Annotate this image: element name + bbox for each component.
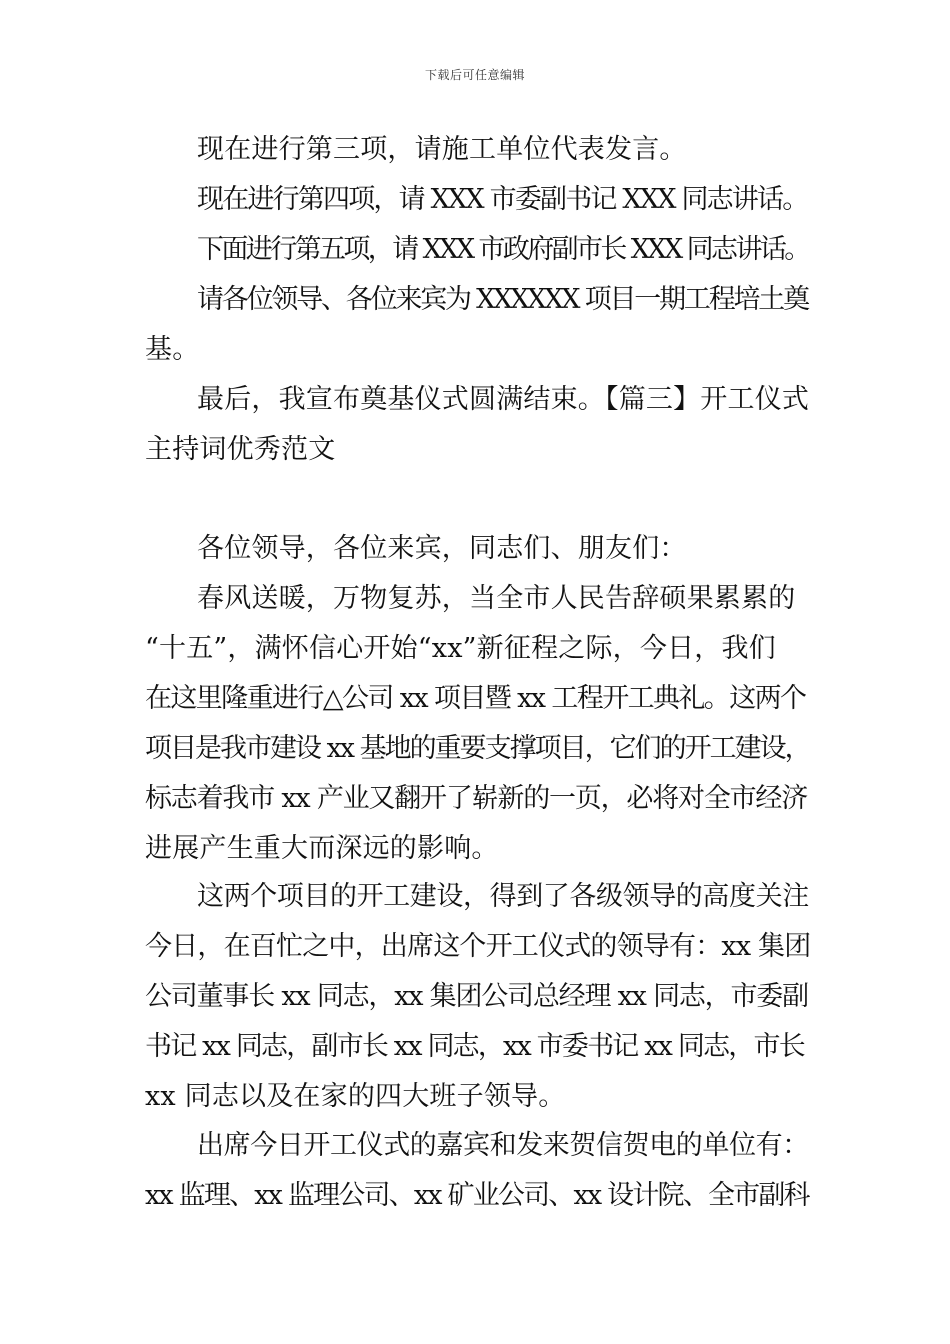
text-line: 最后，我宣布奠基仪式圆满结束。【篇三】开工仪式 [197,384,810,415]
text-line: 出席今日开工仪式的嘉宾和发来贺信贺电的单位有： [197,1130,809,1161]
page-header: 下载后可任意编辑 [424,68,525,82]
text-line: 请各位领导、各位来宾为 XXXXXX 项目一期工程培土奠 [197,284,808,315]
text-line: 主持词优秀范文 [145,434,336,465]
text-line: 现在进行第四项，请 XXX 市委副书记 XXX 同志讲话。 [197,184,808,215]
text-line: 基。 [145,334,200,365]
text-line: xx 同志以及在家的四大班子领导。 [145,1081,566,1112]
text-line: 春风送暖，万物复苏，当全市人民告辞硕果累累的 [197,583,796,614]
text-line: 书记 xx 同志，副市长 xx 同志，xx 市委书记 xx 同志，市长 [145,1031,804,1062]
text-line: 下面进行第五项，请 XXX 市政府副市长 XXX 同志讲话。 [197,234,809,265]
text-line: 各位领导，各位来宾，同志们、朋友们： [197,533,687,564]
text-line: 标志着我市 xx 产业又翻开了崭新的一页，必将对全市经济 [145,783,808,814]
text-line: 今日，在百忙之中，出席这个开工仪式的领导有：xx 集团 [145,931,811,962]
text-line: xx 监理、xx 监理公司、xx 矿业公司、xx 设计院、全市副科 [145,1180,809,1211]
text-line: 在这里隆重进行△公司 xx 项目暨 xx 工程开工典礼。这两个 [145,683,806,714]
text-line: “十五”，满怀信心开始“xx”新征程之际，今日，我们 [145,633,776,664]
text-line: 公司董事长 xx 同志，xx 集团公司总经理 xx 同志，市委副 [145,981,808,1012]
text-line: 项目是我市建设 xx 基地的重要支撑项目，它们的开工建设， [145,733,810,764]
text-line: 这两个项目的开工建设，得到了各级领导的高度关注 [197,881,809,912]
text-line: 进展产生重大而深远的影响。 [145,833,499,864]
text-line: 现在进行第三项，请施工单位代表发言。 [197,134,687,165]
